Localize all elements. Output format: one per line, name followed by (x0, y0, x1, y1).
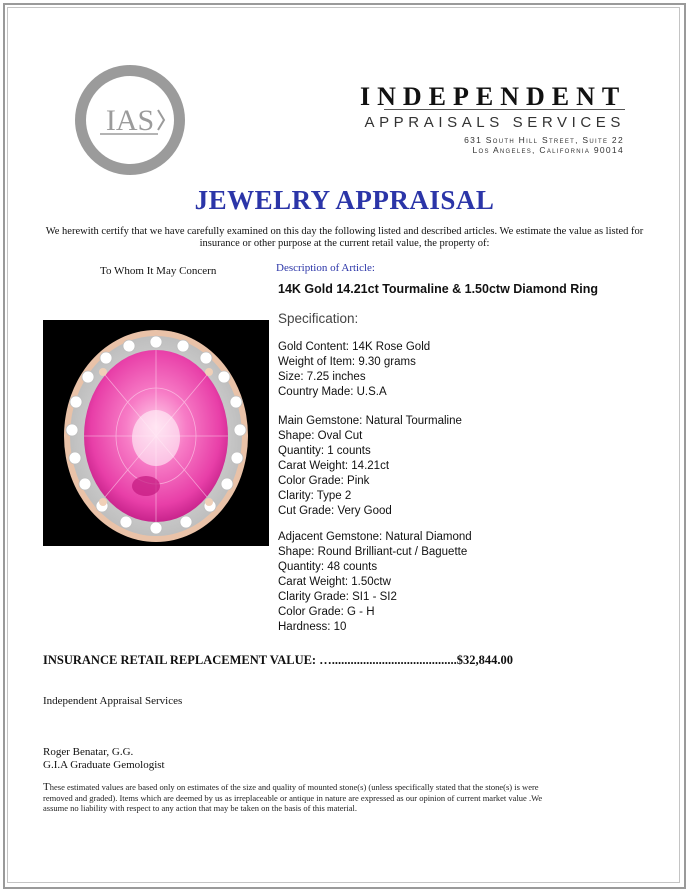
certification-intro: We herewith certify that we have carefully examined on this day the following listed and described articles. We estimate the value as listed for insurance or other purpose at the current retail value, the property of: (45, 226, 644, 249)
spec-weight: Weight of Item: 9.30 grams (278, 356, 416, 368)
signer-name: Roger Benatar, G.G. (43, 746, 134, 758)
ias-logo (72, 62, 188, 178)
spec-adjacent-color: Color Grade: G - H (278, 606, 375, 618)
spec-main-clarity: Clarity: Type 2 (278, 490, 352, 502)
signer-block (43, 746, 165, 772)
spec-gold-content: Gold Content: 14K Rose Gold (278, 341, 431, 353)
spec-main-shape: Shape: Oval Cut (278, 430, 363, 442)
spec-adjacent-carat: Carat Weight: 1.50ctw (278, 576, 391, 588)
spec-main-carat: Carat Weight: 14.21ct (278, 460, 390, 472)
spec-adjacent-hardness: Hardness: 10 (278, 621, 347, 633)
spec-adjacent-gemstone: Adjacent Gemstone: Natural Diamond (278, 531, 472, 543)
main-gemstone-specifications (278, 414, 462, 519)
spec-main-cut: Cut Grade: Very Good (278, 505, 392, 517)
disclaimer-initial: T (43, 781, 50, 793)
insurance-value-line (43, 653, 513, 668)
spec-country: Country Made: U.S.A (278, 386, 387, 398)
adjacent-gemstone-specifications (278, 530, 472, 635)
recipient: To Whom It May Concern (100, 265, 217, 277)
spec-main-gemstone: Main Gemstone: Natural Tourmaline (278, 415, 462, 427)
disclaimer-text: hese estimated values are based only on estimates of the size and quality of mounted stone(s) (unless specifically stated that the stone(s) is were removed and graded). Items which are deemed by us as irreplaceable or antique in nature are expressed as our opinion of current market value .We assume no liability with respect to any action that may be taken on the basis of this material. (43, 782, 543, 813)
insurance-value-label: INSURANCE RETAIL REPLACEMENT VALUE: …........................................ (43, 653, 457, 667)
logo-monogram: IAS (105, 104, 155, 137)
company-subtitle: APPRAISALS SERVICES (364, 114, 625, 131)
logo-ring-text: Appraisal (102, 143, 158, 163)
company-divider (384, 109, 625, 110)
metal-specifications (278, 340, 430, 400)
company-address-line1: 631 South Hill Street, Suite 22 (464, 135, 624, 145)
company-address-line2: Los Angeles, California 90014 (472, 145, 624, 155)
description-label: Description of Article: (276, 262, 375, 274)
company-name: INDEPENDENT (360, 82, 627, 111)
spec-adjacent-quantity: Quantity: 48 counts (278, 561, 378, 573)
disclaimer (43, 782, 563, 814)
spec-adjacent-shape: Shape: Round Brilliant-cut / Baguette (278, 546, 468, 558)
spec-adjacent-clarity: Clarity Grade: SI1 - SI2 (278, 591, 397, 603)
insurance-value-amount: $32,844.00 (456, 653, 513, 667)
appraiser-company: Independent Appraisal Services (43, 695, 183, 707)
signer-title: G.I.A Graduate Gemologist (43, 759, 165, 771)
spec-size: Size: 7.25 inches (278, 371, 366, 383)
article-title: 14K Gold 14.21ct Tourmaline & 1.50ctw Diamond Ring (278, 282, 598, 296)
spec-main-quantity: Quantity: 1 counts (278, 445, 371, 457)
document-title: JEWELRY APPRAISAL (194, 185, 495, 215)
spec-main-color: Color Grade: Pink (278, 475, 370, 487)
specification-heading: Specification: (278, 311, 359, 326)
ring-photo (43, 320, 269, 546)
